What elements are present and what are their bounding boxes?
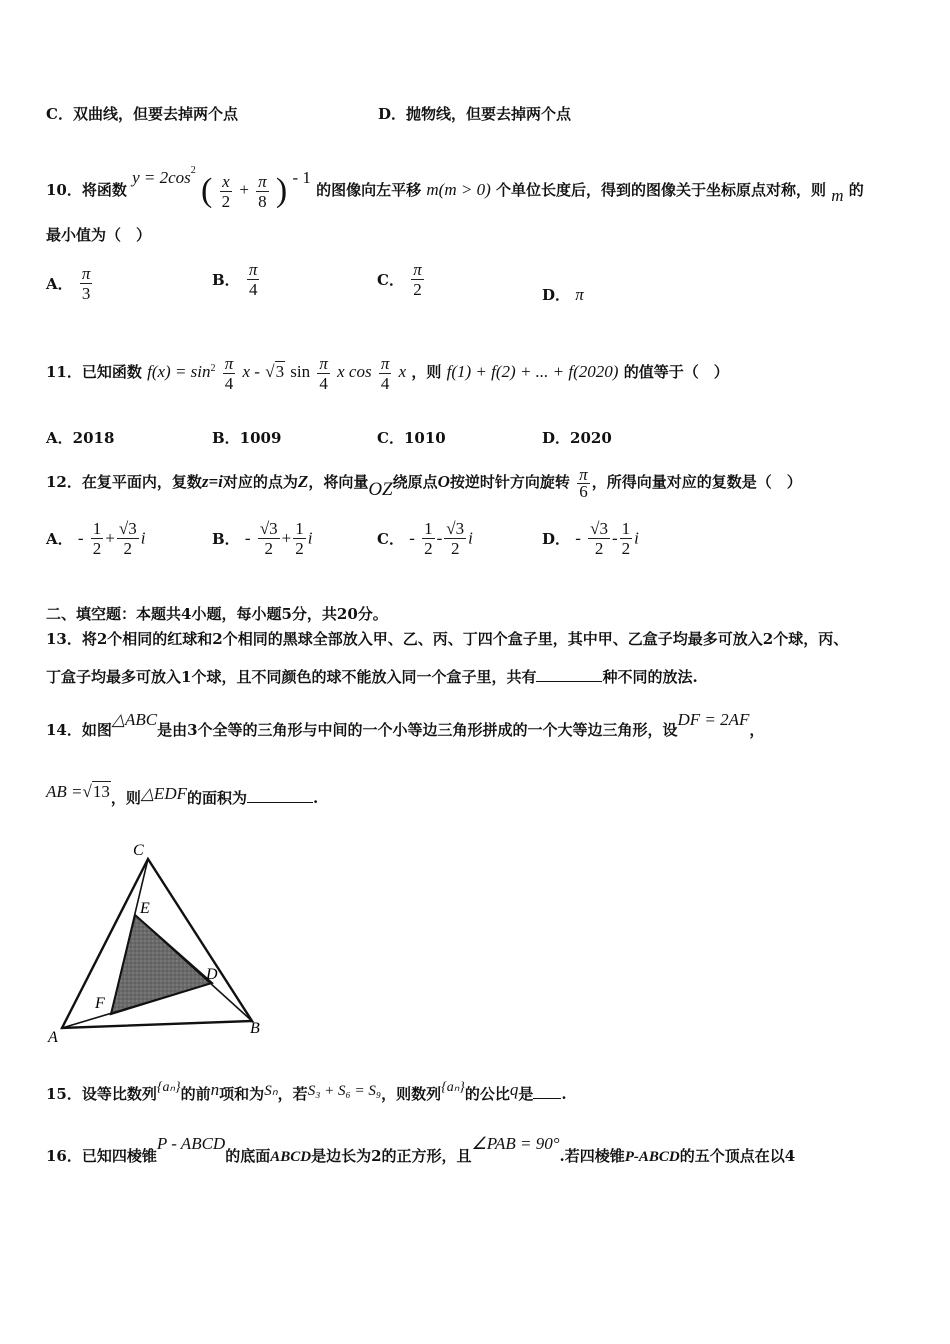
q15-stem: 15．设等比数列{aₙ}的前n项和为Sₙ，若S₃ + S₆ = S₉，则数列{aₙ}的公比q是 . [46,1080,567,1103]
q10-option-a: A． $\frac{\pi}{3}$ [46,264,91,303]
q13-stem-line1: 13．将2个相同的红球和2个相同的黑球全部放入甲、乙、丙、丁四个盒子里，其中甲、乙盒子均最多可放入2个球，丙、 [46,630,849,648]
q11-option-a: A．2018 [46,429,115,447]
q12-option-d: D． - $\frac{√3}{2}$ - $\frac{1}{2}$ i [542,519,639,558]
triangle-figure [40,836,280,1048]
q14-stem-line1: 14．如图△ABC是由3个全等的三角形与中间的一个小等边三角形拼成的一个大等边三角形，设DF = 2AF， [46,710,765,739]
q14-stem-line2: AB =√13，则△EDF的面积为 . [46,782,319,807]
q10-option-b: B． $\frac{\pi}{4}$ [212,260,258,299]
q9-option-d: D．抛物线，但要去掉两个点 [378,105,572,123]
q10-stem: 10．将函数 $y = 2\cos^2$ ( $\frac{x}{2}$ + $\frac{\pi}{8}$ ) - 1 的图像向左平移 m(m > 0) 个单位长度后，得到的图像关于坐标原点对称，则 m 的 [46,165,864,211]
q10-stem-line2: 最小值为（ ） [46,226,152,244]
label-d: D [206,966,218,983]
q11-stem: 11．已知函数 $f(x) = \sin^2$ $\frac{\pi}{4}$ x - √3 sin $\frac{\pi}{4}$ x cos $\frac{\pi}{4}$ x ，则 f(1) + f(2) + ... + f(2020) 的值等于（ ） [46,353,729,393]
q12-option-a: A． - $\frac{1}{2}$ + $\frac{√3}{2}$ i [46,519,146,558]
q12-option-b: B． - $\frac{√3}{2}$ + $\frac{1}{2}$ i [212,519,313,558]
label-e: E [140,900,150,917]
label-b: B [250,1020,260,1037]
q13-stem-line2: 丁盒子均最多可放入1个球，且不同颜色的球不能放入同一个盒子里，共有 种不同的放法. [46,668,698,686]
q10-option-d: D． π [542,285,584,304]
q10-option-c: C． $\frac{\pi}{2}$ [377,260,422,299]
section-2-heading: 二、填空题：本题共4小题，每小题5分，共20分。 [46,605,388,623]
q9-option-c: C．双曲线，但要去掉两个点 [46,105,238,123]
q11-option-b: B．1009 [212,429,282,447]
label-f: F [95,995,105,1012]
inner-triangle-edf [111,915,212,1014]
q11-option-d: D．2020 [542,429,612,447]
q12-option-c: C． - $\frac{1}{2}$ - $\frac{√3}{2}$ i [377,519,473,558]
q12-stem: 12．在复平面内，复数z=i对应的点为Z，将向量OZ绕原点O按逆时针方向旋转 $\frac{\pi}{6}$ ，所得向量对应的复数是（ ） [46,464,802,501]
label-a: A [48,1029,58,1046]
label-c: C [133,842,144,859]
q11-option-c: C．1010 [377,429,446,447]
q16-stem: 16．已知四棱锥P - ABCD的底面ABCD是边长为2的正方形，且∠PAB = 90°.若四棱锥P-ABCD的五个顶点在以4 [46,1134,796,1165]
